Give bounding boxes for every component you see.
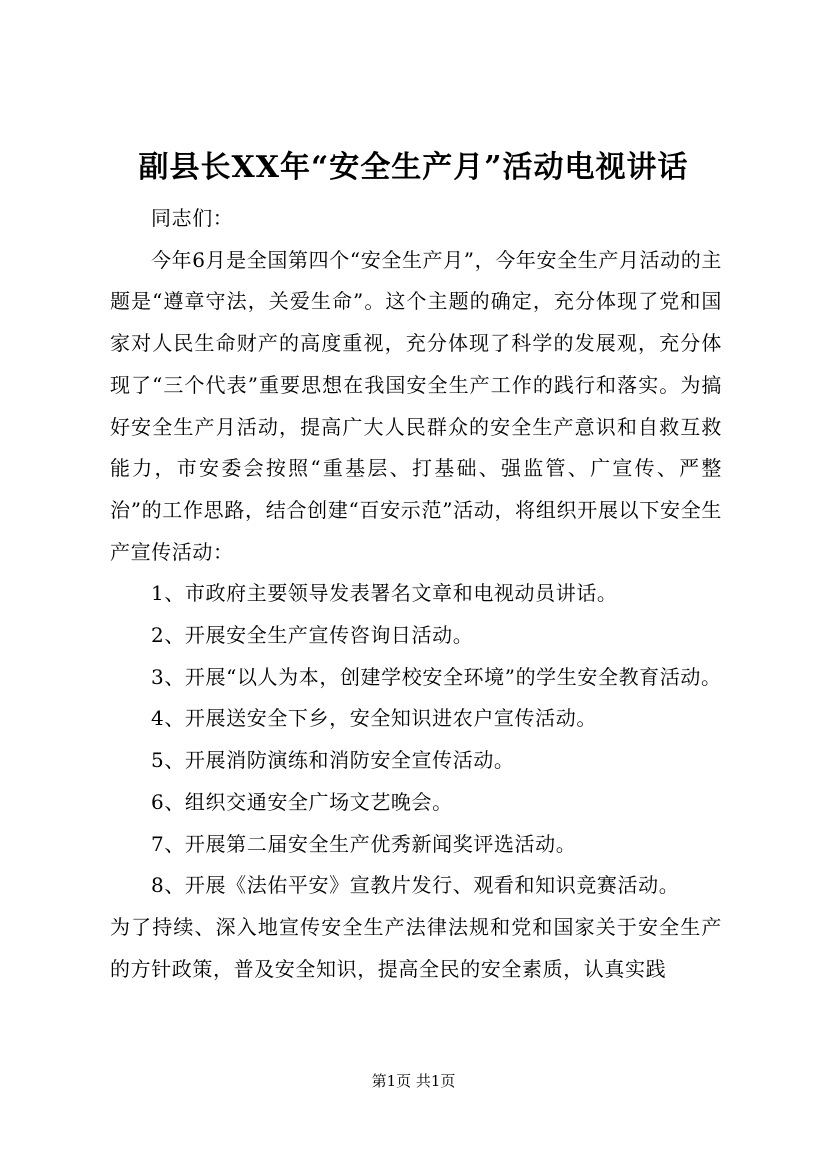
document-title: 副县长XX年“安全生产月”活动电视讲话 (138, 150, 689, 185)
list-item-4: 4、开展送安全下乡，安全知识进农户宣传活动。 (151, 706, 597, 731)
document-body (110, 198, 722, 990)
page-number-footer: 第1页 共1页 (371, 1072, 456, 1090)
list-item-8: 8、开展《法佑平安》宣教片发行、观看和知识竞赛活动。 (151, 873, 680, 898)
list-item-2: 2、开展安全生产宣传咨询日活动。 (151, 623, 474, 648)
list-item-6: 6、组织交通安全广场文艺晚会。 (151, 789, 453, 814)
list-item-5: 5、开展消防演练和消防安全宣传活动。 (151, 748, 515, 773)
list-item-3: 3、开展“以人为本，创建学校安全环境”的学生安全教育活动。 (151, 664, 722, 689)
list-item-7: 7、开展第二届安全生产优秀新闻奖评选活动。 (151, 831, 577, 856)
paragraph-closing: 为了持续、深入地宣传安全生产法律法规和党和国家关于安全生产的方针政策，普及安全知识，提高全民的安全素质，认真实践 (110, 914, 722, 981)
salutation: 同志们： (151, 206, 234, 230)
paragraph-intro: 今年6月是全国第四个“安全生产月”，今年安全生产月活动的主题是“遵章守法，关爱生命”。这个主题的确定，充分体现了党和国家对人民生命财产的高度重视，充分体现了科学的发展观，充分体现了“三个代表”重要思想在我国安全生产工作的践行和落实。为搞好安全生产月活动，提高广大人民群众的安全生产意识和自救互救能力，市安委会按照“重基层、打基础、强监管、广宣传、严整治”的工作思路，结合创建“百安示范”活动，将组织开展以下安全生产宣传活动： (110, 247, 722, 564)
list-item-1: 1、市政府主要领导发表署名文章和电视动员讲话。 (151, 581, 618, 606)
